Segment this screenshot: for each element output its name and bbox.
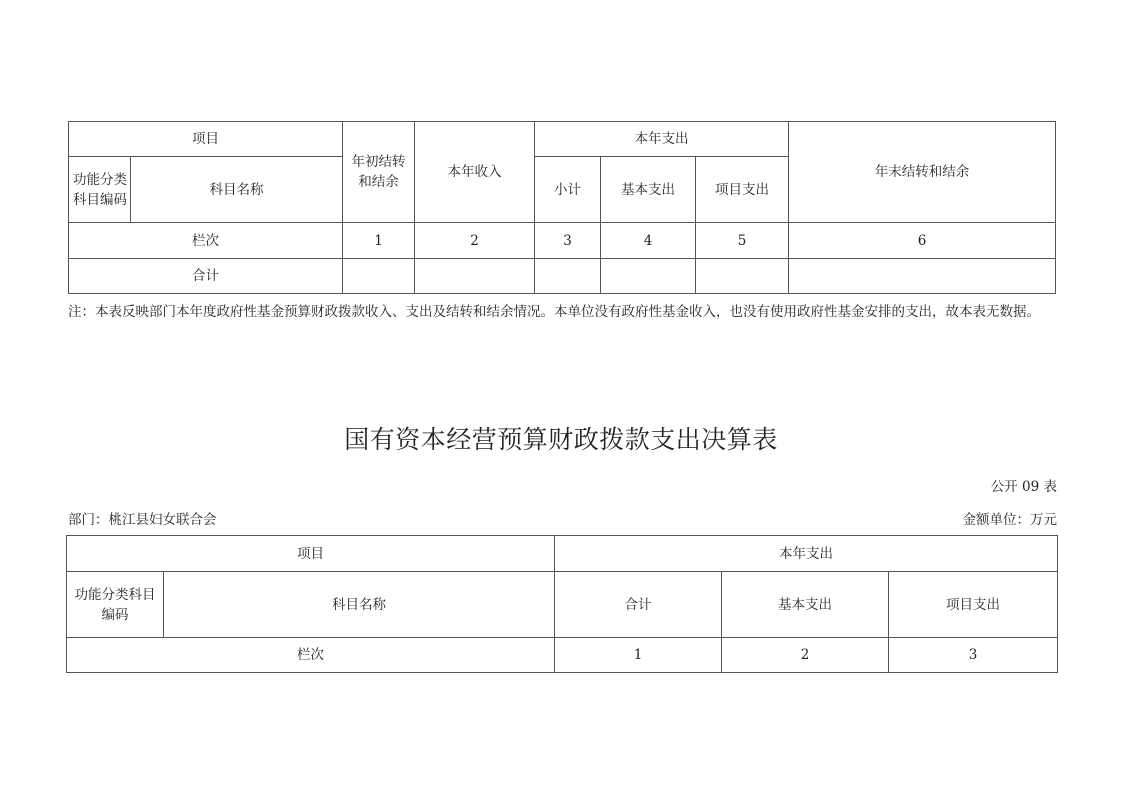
- table-note: 注：本表反映部门本年度政府性基金预算财政拨款收入、支出及结转和结余情况。本单位没有政府性基金收入，也没有使用政府性基金安排的支出，故本表无数据。: [68, 304, 1040, 320]
- header-subject-name: 科目名称: [164, 572, 555, 638]
- header-subject-name: 科目名称: [131, 157, 343, 223]
- fund-budget-table: [68, 121, 1056, 294]
- header-project-expense: 项目支出: [889, 572, 1058, 638]
- amount-unit-label: 金额单位：万元: [962, 512, 1057, 528]
- col-index-cell: 3: [889, 638, 1058, 673]
- header-item: 项目: [69, 122, 343, 157]
- table-cell: [601, 259, 696, 294]
- col-index-cell: 1: [343, 223, 415, 259]
- col-index-cell: 2: [415, 223, 535, 259]
- col-index-label: 栏次: [67, 638, 555, 673]
- header-basic-expense: 基本支出: [601, 157, 696, 223]
- header-basic-expense: 基本支出: [722, 572, 889, 638]
- total-label: 合计: [69, 259, 343, 294]
- table-row: [69, 259, 1056, 294]
- capital-budget-table: [66, 535, 1058, 673]
- col-index-cell: 1: [555, 638, 722, 673]
- col-index-cell: 2: [722, 638, 889, 673]
- header-total: 合计: [555, 572, 722, 638]
- table-cell: [343, 259, 415, 294]
- col-index-cell: 6: [789, 223, 1056, 259]
- department-label: 部门：桃江县妇女联合会: [68, 512, 217, 528]
- form-code: 公开 09 表: [990, 479, 1057, 495]
- header-subtotal: 小计: [535, 157, 601, 223]
- header-project-expense: 项目支出: [696, 157, 789, 223]
- table-row: [67, 638, 1058, 673]
- col-index-label: 栏次: [69, 223, 343, 259]
- table-row: [69, 223, 1056, 259]
- header-income: 本年收入: [415, 122, 535, 223]
- header-end-balance: 年末结转和结余: [789, 122, 1056, 223]
- header-func-code: 功能分类科目编码: [67, 572, 164, 638]
- header-item: 项目: [67, 536, 555, 572]
- table-cell: [535, 259, 601, 294]
- table-cell: [415, 259, 535, 294]
- header-expense: 本年支出: [555, 536, 1058, 572]
- table-cell: [789, 259, 1056, 294]
- header-func-code: 功能分类科目编码: [69, 157, 131, 223]
- header-expense: 本年支出: [535, 122, 789, 157]
- table-cell: [696, 259, 789, 294]
- col-index-cell: 3: [535, 223, 601, 259]
- page-title: 国有资本经营预算财政拨款支出决算表: [344, 425, 778, 454]
- header-begin-balance: 年初结转和结余: [343, 122, 415, 223]
- col-index-cell: 5: [696, 223, 789, 259]
- col-index-cell: 4: [601, 223, 696, 259]
